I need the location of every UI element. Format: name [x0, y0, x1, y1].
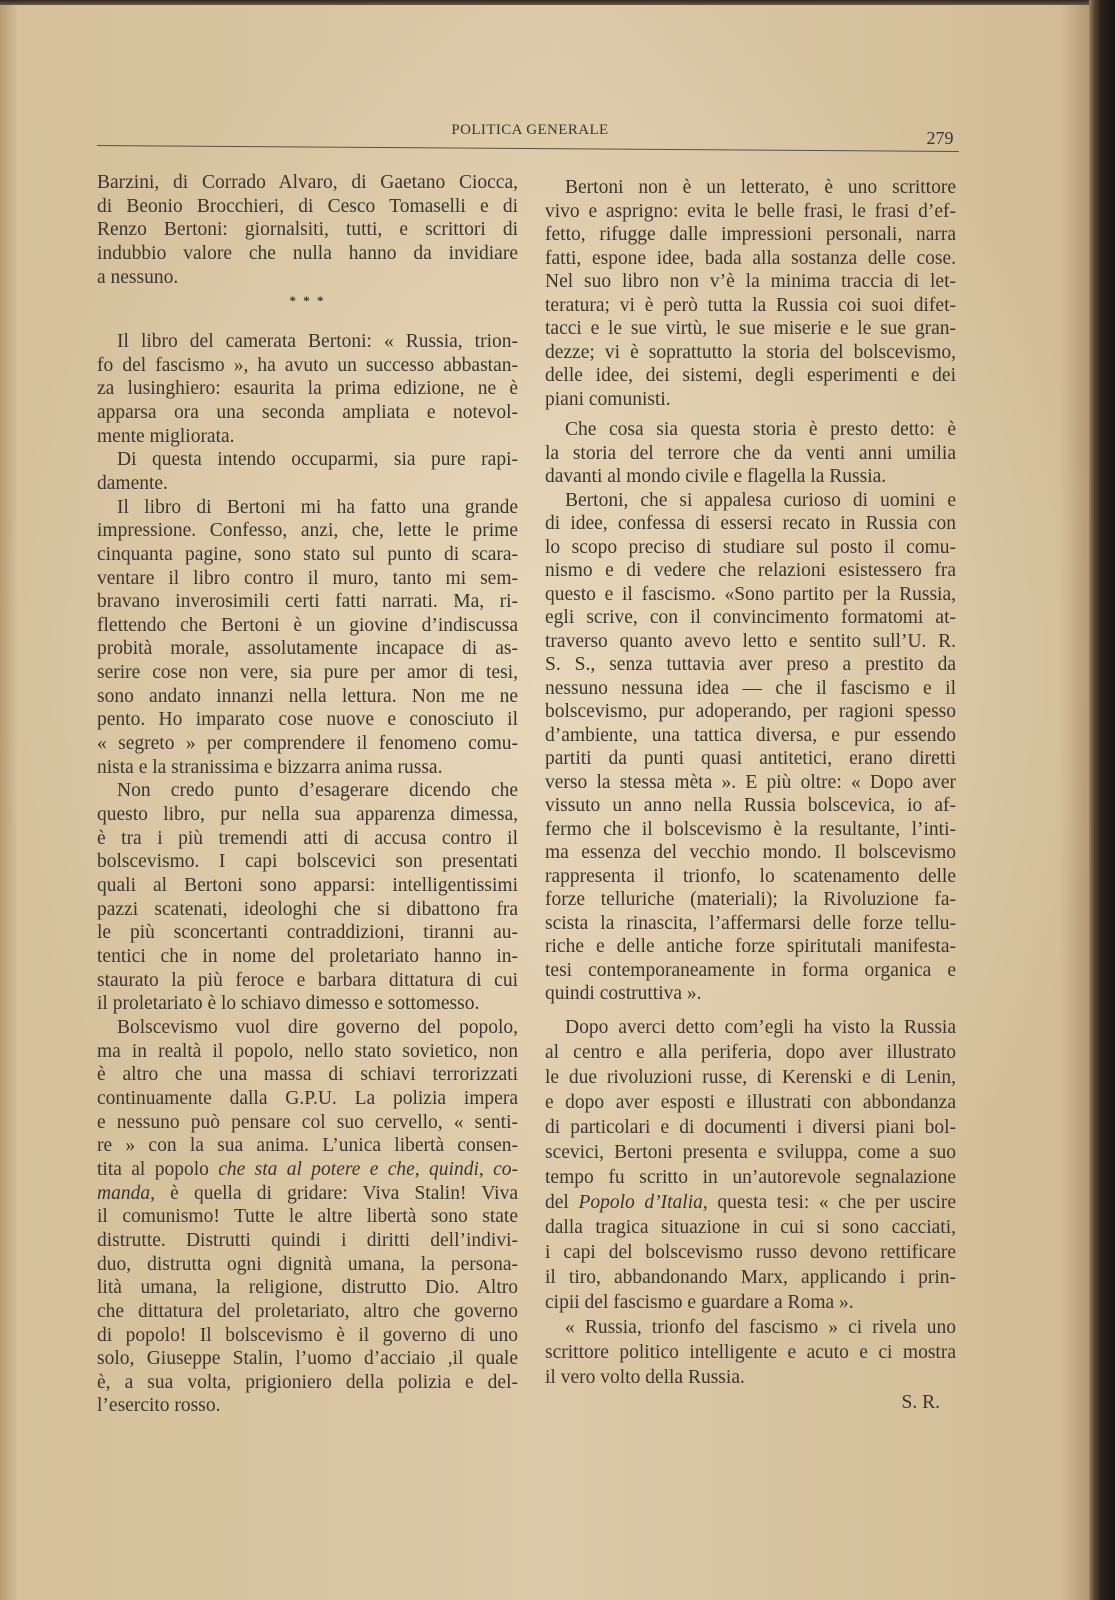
text-line: d’ambiente, una tattica diversa, e pur essendo	[545, 724, 956, 746]
text-line: tentici che in nome del proletariato hanno in-	[97, 946, 518, 967]
text-line: è altro che una massa di schiavi terrorizzati	[97, 1064, 518, 1086]
text-line: impressione. Confesso, anzi, che, lette le prime	[97, 520, 518, 542]
text-line: questo e il fascismo. «Sono partito per la Russia,	[545, 583, 956, 605]
text-line: piani comunisti.	[545, 388, 671, 410]
text-line: la storia del terrore che da venti anni umilia	[545, 442, 956, 464]
paragraph	[545, 1015, 956, 1315]
text-line: scevici, Bertoni presenta e sviluppa, come a suo	[545, 1141, 956, 1163]
text-line: duo, distrutta ogni dignità umana, la persona-	[97, 1253, 518, 1275]
text-line: traverso quanto avevo letto e sentito sull’U. R.	[545, 630, 956, 652]
italic-text: Popolo d’Italia,	[578, 1191, 708, 1213]
text-line: bravano inverosimili certi fatti narrati. Ma, ri-	[97, 591, 518, 613]
text-line: nismo e di vedere che relazioni esistessero fra	[545, 560, 956, 581]
text-line: Dopo averci detto com’egli ha visto la Russia	[565, 1016, 956, 1038]
text-line: tacci e le sue virtù, le sue miserie e le sue gran-	[545, 318, 956, 339]
text-line: re » con la sua anima. L’unica libertà consen-	[97, 1135, 518, 1157]
italic-text: manda,	[97, 1182, 155, 1204]
text-line: « Russia, trionfo del fascismo » ci rivela uno	[565, 1316, 956, 1338]
text-line: damente.	[97, 472, 168, 494]
text-line: questo libro, pur nella sua apparenza dimessa,	[97, 804, 518, 826]
text-line: mente migliorata.	[97, 425, 235, 447]
text-line: vissuto un anno nella Russia bolscevica, io af-	[545, 795, 956, 816]
text-line: il tiro, abbandonando Marx, applicando i prin-	[545, 1266, 956, 1288]
text-line: di idee, confessa di essersi recato in Russia con	[545, 513, 956, 534]
text-line: ma essenza del vecchio mondo. Il bolscevismo	[545, 842, 956, 863]
text-line: ventare il libro contro il muro, tanto mi sem-	[97, 567, 518, 589]
text-line: che dittatura del proletariato, altro che governo	[97, 1300, 518, 1322]
text-line: bolscevismo. I capi bolscevici son presentati	[97, 851, 518, 873]
text-line: l’esercito rosso.	[97, 1395, 221, 1417]
page-number: 279	[926, 128, 954, 148]
text-line: di popolo! Il bolscevismo è il governo di uno	[97, 1324, 518, 1346]
text-line: Bertoni, che si appalesa curioso di uomini e	[565, 489, 956, 511]
text-line: tesi contemporaneamente in forma organica e	[545, 959, 956, 981]
text-line: lità umana, la religione, distrutto Dio. Altro	[97, 1277, 518, 1299]
paragraph	[97, 1016, 518, 1418]
text-line: nessuno nessuna idea — che il fascismo e il	[545, 677, 956, 699]
book-binding	[1089, 0, 1115, 1600]
text-line: a nessuno.	[97, 266, 179, 288]
text-line: davanti al mondo civile e flagella la Russia.	[545, 466, 887, 487]
paragraph	[97, 448, 518, 495]
text-line: egli scrive, con il convincimento formatomi at-	[545, 607, 956, 628]
text-line: e nessuno può pensare col suo cervello, « senti-	[97, 1111, 518, 1133]
text-line: di Beonio Brocchieri, di Cesco Tomaselli e di	[97, 195, 518, 217]
paragraph	[97, 496, 518, 780]
text-line: Che cosa sia questa storia è presto detto: è	[565, 419, 956, 440]
text-line: verso la stessa mèta ». E più oltre: « Dopo aver	[545, 771, 956, 793]
italic-text: che sta al potere e che, quindi, co-	[218, 1158, 518, 1180]
text-line: partiti da punti quasi antitetici, erano diretti	[545, 748, 956, 769]
text-line: è, a sua volta, prigioniero della polizia e del-	[97, 1371, 518, 1393]
text-line: Di questa intendo occuparmi, sia pure rapi-	[117, 449, 518, 471]
text-line: manda, è quella di gridare: Viva Stalin! Viva	[97, 1182, 518, 1204]
text-line: quali al Bertoni sono apparsi: intelligentissimi	[97, 875, 518, 897]
text-line: solo, Giuseppe Stalin, l’uomo d’acciaio ,il quale	[97, 1348, 518, 1370]
text-line: e dopo aver esposti e illustrati con abbondanza	[545, 1091, 956, 1113]
left-opening-text	[97, 171, 518, 289]
left-column-body	[97, 330, 518, 1418]
header-rule	[97, 145, 959, 152]
left-column	[97, 171, 518, 1418]
text-line: è tra i più tremendi atti di accusa contro il	[97, 827, 518, 849]
author-signature: S. R.	[901, 1391, 940, 1413]
paragraph	[545, 418, 956, 489]
text-line: cinquanta pagine, sono stato sul punto di scara-	[97, 543, 518, 565]
text-line: ma in realtà il popolo, nello stato sovietico, non	[97, 1040, 518, 1062]
text-line: riche e delle antiche forze spiritutali manifesta-	[545, 936, 956, 957]
right-column	[545, 176, 956, 1415]
text-line: tita al popolo che sta al potere e che, quindi, co-	[97, 1158, 518, 1180]
text-line: fermo che il bolscevismo è la resultante, l’inti-	[545, 818, 956, 840]
text-line: distrutte. Distrutti quindi i diritti dell’indivi-	[97, 1229, 518, 1251]
section-break: * * *	[289, 293, 326, 309]
paragraph	[545, 489, 956, 1006]
text-line: Renzo Bertoni: giornalsiti, tutti, e scrittori di	[97, 219, 518, 241]
text-line: probità morale, assolutamente incapace di as-	[97, 638, 518, 660]
text-line: teratura; vi è però tutta la Russia coi suoi difet-	[545, 294, 956, 316]
text-line: sono andato innanzi nella lettura. Non me ne	[97, 685, 518, 707]
text-line: Bolscevismo vuol dire governo del popolo,	[117, 1016, 518, 1038]
text-line: staurato la più feroce e barbara dittatura di cui	[97, 969, 518, 991]
text-line: fo del fascismo », ha avuto un successo abbastan-	[97, 354, 518, 376]
text-line: dalla tragica situazione in cui si sono cacciati,	[545, 1216, 956, 1238]
text-line: serire cose non vere, sia pure per amor di tesi,	[97, 662, 518, 684]
text-line: dezze; vi è soprattutto la storia del bolscevismo,	[545, 341, 956, 363]
paragraph	[545, 176, 956, 411]
text-line: forze telluriche (materiali); la Rivoluzione fa-	[545, 889, 956, 910]
text-line: rappresenta il trionfo, lo scatenamento delle	[545, 865, 956, 887]
text-line: bolscevismo, pur adoperando, per ragioni spesso	[545, 701, 956, 722]
text-line: Barzini, di Corrado Alvaro, di Gaetano Ciocca,	[97, 172, 518, 193]
text-line: scrittore politico intelligente e acuto e ci mostra	[545, 1341, 956, 1363]
text-line: indubbio valore che nulla hanno da invidiare	[97, 242, 518, 264]
text-line: il vero volto della Russia.	[545, 1366, 745, 1388]
running-title: POLITICA GENERALE	[451, 122, 609, 138]
text-line: pento. Ho imparato cose nuove e conosciuto il	[97, 709, 518, 731]
text-line: vivo e asprigno: evita le belle frasi, le frasi d’ef-	[545, 200, 956, 222]
paragraph	[97, 330, 518, 448]
text-line: i capi del bolscevismo russo devono rettificare	[545, 1241, 956, 1263]
text-line: flettendo che Bertoni è un giovine d’indiscussa	[97, 614, 518, 636]
text-line: pazzi scatenati, ideologhi che si dibattono fra	[97, 898, 518, 920]
text-line: il comunismo! Tutte le altre libertà sono state	[97, 1206, 518, 1228]
text-line: le più sconcertanti contraddizioni, tiranni au-	[97, 922, 518, 944]
text-line: S. S., senza tuttavia aver preso a prestito da	[545, 654, 956, 675]
text-line: « segreto » per comprendere il fenomeno comu-	[97, 733, 518, 755]
text-line: fetto, rifugge dalle impressioni personali, narra	[545, 224, 956, 245]
text-line: scista la rinascita, l’affermarsi delle forze tellu-	[545, 912, 956, 934]
text-line: lo scopo preciso di studiare sul posto il comu-	[545, 536, 956, 558]
text-line: Non credo punto d’esagerare dicendo che	[117, 780, 518, 802]
text-line: Bertoni non è un letterato, è uno scrittore	[565, 177, 956, 198]
text-line: delle idee, dei sistemi, degli esperimenti e dei	[545, 365, 956, 386]
page-top-edge	[0, 0, 1115, 5]
right-column-body	[545, 176, 956, 1390]
text-line: cipii del fascismo e guardare a Roma ».	[545, 1291, 854, 1313]
text-line: Il libro del camerata Bertoni: « Russia, trion-	[117, 330, 518, 352]
text-line: il proletariato è lo schiavo dimesso e sottomesso.	[97, 993, 480, 1015]
text-line: nista e la stranissima e bizzarra anima russa.	[97, 756, 443, 778]
text-line: al centro e alla periferia, dopo aver illustrato	[545, 1041, 956, 1063]
text-line: quindi costruttiva ».	[545, 983, 702, 1004]
text-line: Nel suo libro non v’è la minima traccia di let-	[545, 271, 956, 292]
text-line: fatti, espone idee, bada alla sostanza delle cose.	[545, 247, 956, 269]
text-line: del Popolo d’Italia, questa tesi: « che per uscire	[545, 1191, 956, 1213]
text-line: le due rivoluzioni russe, di Kerenski e di Lenin,	[545, 1066, 956, 1088]
text-line: apparsa ora una seconda ampliata e notevol-	[97, 401, 518, 423]
text-line: za lusinghiero: esaurita la prima edizione, ne è	[97, 378, 518, 400]
paragraph	[97, 171, 518, 289]
text-line: di particolari e di documenti i diversi piani bol-	[545, 1116, 956, 1138]
text-line: Il libro di Bertoni mi ha fatto una grande	[117, 496, 518, 518]
paragraph	[97, 779, 518, 1016]
text-line: tempo fu scritto in un’autorevole segnalazione	[545, 1166, 956, 1188]
paragraph	[545, 1315, 956, 1390]
text-line: continuamente dalla G.P.U. La polizia impera	[97, 1087, 518, 1109]
